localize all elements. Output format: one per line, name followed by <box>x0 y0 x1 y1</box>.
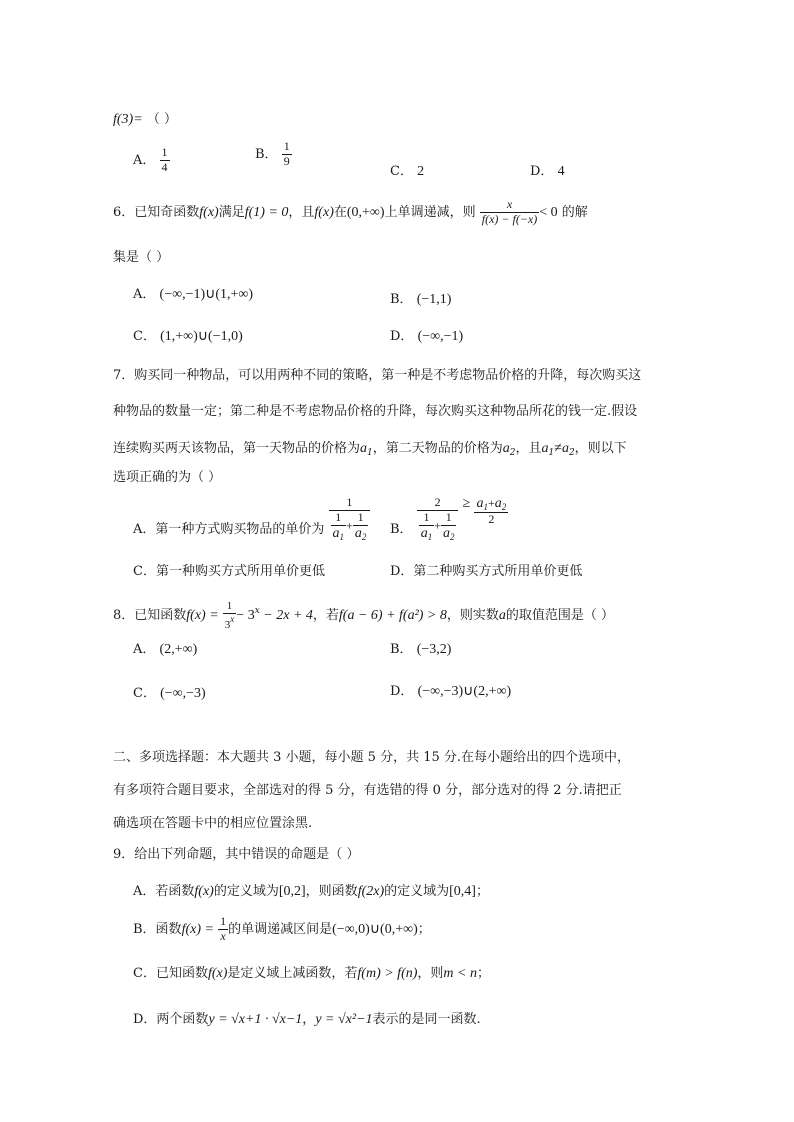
q9-option-b[interactable]: B．函数f(x) = $\frac{1}{x}$ 的单调递减区间是(−∞,0)∪(0,+∞)； <box>133 914 431 943</box>
q6-line2: 集是（ ） <box>113 250 170 265</box>
q7-line4: 选项正确的为（ ） <box>113 470 222 485</box>
section2-line3: 确选项在答题卡中的相应位置涂黑. <box>113 816 313 831</box>
q8-option-c[interactable]: C． (−∞,−3) <box>133 686 206 701</box>
q5-option-a[interactable]: A． $\frac{1}{4}$ <box>133 145 168 174</box>
q5-option-d[interactable]: D． 4 <box>530 164 565 179</box>
q7-line3: 连续购买两天该物品，第一天物品的价格为$a_1$，第二天物品的价格为$a_2$，且$a_1\ne a_2$，则以下 <box>113 441 627 458</box>
q8-option-b[interactable]: B． (−3,2) <box>390 642 452 657</box>
q8-option-a[interactable]: A． (2,+∞) <box>133 642 198 657</box>
q5-paren: （ ） <box>146 112 177 127</box>
harmonic-fraction: 1 $\frac{1}{a_1}$ + $\frac{1}{a_2}$ <box>329 496 371 542</box>
q6-option-b[interactable]: B． (−1,1) <box>390 292 452 307</box>
section2-line1: 二、多项选择题：本大题共 3 小题，每小题 5 分，共 15 分.在每小题给出的四个选项中， <box>113 750 631 765</box>
q6-option-a[interactable]: A． (−∞,−1)∪(1,+∞) <box>133 287 254 302</box>
q9-option-a[interactable]: A．若函数f(x)的定义域为[0,2]，则函数f(2x)的定义域为[0,4]； <box>133 884 489 899</box>
q6-option-d[interactable]: D． (−∞,−1) <box>390 329 464 344</box>
q5-option-c[interactable]: C． 2 <box>390 164 425 179</box>
fraction: $\frac{1}{9}$ <box>283 139 290 168</box>
section2-line2: 有多项符合题目要求，全部选对的得 5 分，有选错的得 0 分，部分选对的得 2 分.请把正 <box>113 783 622 798</box>
q9-stem: 9．给出下列命题，其中错误的命题是（ ） <box>113 847 360 862</box>
q6-stem: 6．已知奇函数f(x)满足f(1) = 0，且f(x)在(0,+∞)上单调递减，则 $\frac{x}{f(x) - f(-x)}$ < 0 的解 <box>113 197 588 226</box>
fraction: $\frac{1}{4}$ <box>161 145 168 174</box>
q7-option-b[interactable]: B． 2 $\frac{1}{a_1}$ + $\frac{1}{a_2}$ ≥ $\frac{a_1+a_2}{2}$ <box>390 495 507 542</box>
harmonic-fraction: 2 $\frac{1}{a_1}$ + $\frac{1}{a_2}$ <box>417 496 459 542</box>
q5-stem <box>113 108 177 128</box>
mean-fraction: $\frac{a_1+a_2}{2}$ <box>476 496 507 527</box>
q7-line1: 7．购买同一种物品，可以用两种不同的策略，第一种是不考虑物品价格的升降，每次购买这 <box>113 368 642 383</box>
q8-option-d[interactable]: D． (−∞,−3)∪(2,+∞) <box>390 684 512 699</box>
q7-line2: 种物品的数量一定；第二种是不考虑物品价格的升降，每次购买这种物品所花的钱一定.假设 <box>113 404 638 419</box>
q9-option-c[interactable]: C．已知函数f(x)是定义域上减函数，若f(m) > f(n)，则m < n； <box>133 966 490 981</box>
q7-option-d[interactable]: D．第二种购买方式所用单价更低 <box>390 564 583 579</box>
q5-option-b[interactable]: B． $\frac{1}{9}$ <box>255 139 290 168</box>
q5-expr: f(3)= <box>113 112 143 127</box>
q8-stem: 8．已知函数f(x) = $\frac{1}{3^x}$ − $3^x - 2x + 4$，若f(a − 6) + f(a²) > 8，则实数a的取值范围是（ ） <box>113 600 615 631</box>
q6-fraction: $\frac{x}{f(x) - f(-x)}$ <box>481 197 538 226</box>
q7-option-c[interactable]: C．第一种购买方式所用单价更低 <box>133 564 325 579</box>
q6-option-c[interactable]: C． (1,+∞)∪(−1,0) <box>133 329 243 344</box>
q7-option-a[interactable]: A．第一种方式购买物品的单价为 1 $\frac{1}{a_1}$ + $\frac{1}{a_2}$ <box>133 496 370 542</box>
q9-option-d[interactable]: D．两个函数y = √x+1 · √x−1，y = √x²−1表示的是同一函数. <box>133 1012 481 1027</box>
